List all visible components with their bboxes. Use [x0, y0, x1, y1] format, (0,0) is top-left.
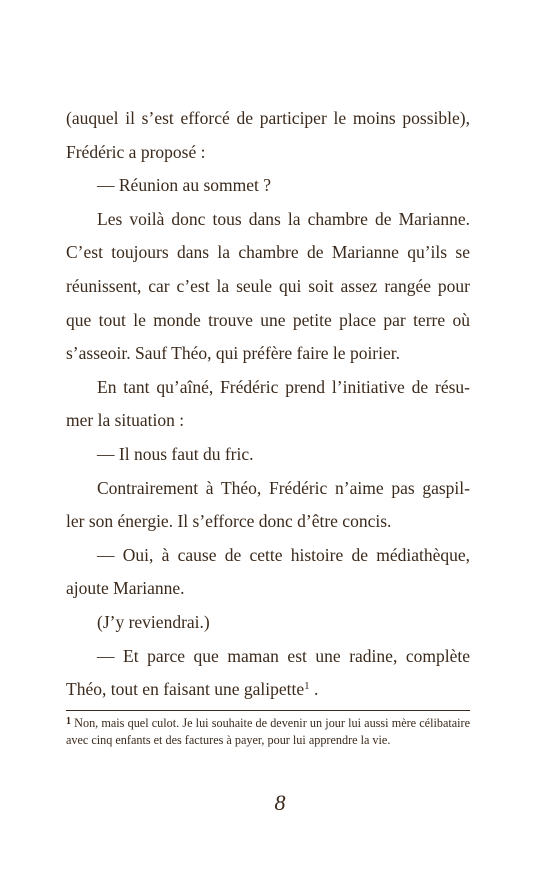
text-line: C’est toujours dans la chambre de Marianne qu’ils se [66, 242, 470, 263]
text-line [66, 673, 470, 707]
text-line: Frédéric a proposé : [66, 141, 206, 162]
text-line-fragment: . [309, 679, 319, 700]
footnote-text: Non, mais quel culot. Je lui souhaite de devenir un jour lui aussi mère célibataire avec cinq enfants et des factures à payer, pour lui apprendre la vie. [66, 716, 470, 747]
paragraph-9 [66, 640, 470, 707]
text-line: — Oui, à cause de cette histoire de médiathèque, [97, 544, 470, 565]
paragraph-3 [66, 203, 470, 371]
paragraph-7 [66, 539, 470, 606]
text-line-fragment: Théo, tout en faisant une galipette [66, 679, 305, 700]
text-line: ler son énergie. Il s’efforce donc d’être concis. [66, 511, 392, 532]
text-line: que tout le monde trouve une petite place par terre où [66, 309, 470, 330]
text-line: réunissent, car c’est la seule qui soit assez rangée pour [66, 275, 470, 296]
text-line: mer la situation : [66, 410, 185, 431]
paragraph-5 [66, 438, 470, 472]
text-line: s’asseoir. Sauf Théo, qui préfère faire le poirier. [66, 343, 400, 364]
page-number: 8 [274, 790, 286, 815]
body-text [66, 102, 470, 707]
text-line: — Et parce que maman est une radine, complète [97, 645, 470, 666]
footnote [66, 714, 470, 748]
text-line: En tant qu’aîné, Frédéric prend l’initiative de résu- [97, 376, 470, 397]
paragraph-4 [66, 371, 470, 438]
text-line: — Il nous faut du fric. [97, 443, 254, 464]
paragraph-8 [66, 606, 470, 640]
text-line: Contrairement à Théo, Frédéric n’aime pas gaspil- [97, 477, 470, 498]
footnote-number: 1 [66, 716, 71, 727]
paragraph-1 [66, 102, 470, 169]
paragraph-6 [66, 472, 470, 539]
text-line: (J’y reviendrai.) [97, 611, 210, 632]
footnote-divider [66, 710, 470, 711]
footnote-marker: 1 [304, 680, 310, 693]
text-line: — Réunion au sommet ? [97, 175, 272, 196]
text-line: Les voilà donc tous dans la chambre de Marianne. [97, 208, 470, 229]
paragraph-2 [66, 169, 470, 203]
text-line: ajoute Marianne. [66, 578, 185, 599]
text-line: (auquel il s’est efforcé de participer le moins possible), [66, 108, 470, 128]
